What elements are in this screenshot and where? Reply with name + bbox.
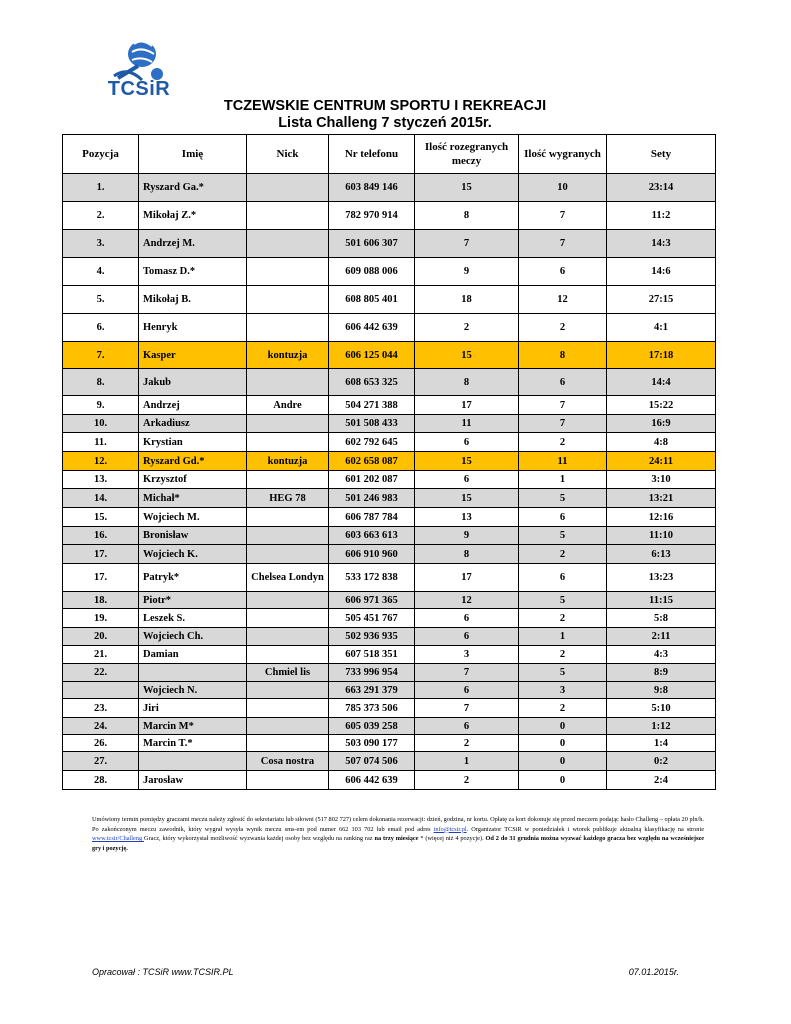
- cell-pos: 3.: [63, 230, 139, 258]
- col-header-position: Pozycja: [63, 135, 139, 174]
- cell-nick: [247, 718, 329, 735]
- cell-nick: [247, 258, 329, 286]
- cell-pos: 2.: [63, 202, 139, 230]
- cell-nick: [247, 230, 329, 258]
- cell-pos: 9.: [63, 396, 139, 415]
- cell-name: Piotr*: [139, 592, 247, 609]
- cell-phone: 608 805 401: [329, 286, 415, 314]
- cell-won: 2: [519, 699, 607, 718]
- cell-name: Marcin M*: [139, 718, 247, 735]
- table-row: [63, 369, 716, 396]
- cell-nick: [247, 369, 329, 396]
- cell-name: Bronisław: [139, 527, 247, 545]
- cell-pos: 12.: [63, 452, 139, 471]
- cell-nick: Andre: [247, 396, 329, 415]
- cell-won: 2: [519, 433, 607, 452]
- cell-name: Krystian: [139, 433, 247, 452]
- cell-won: 2: [519, 646, 607, 664]
- cell-name: Kasper: [139, 342, 247, 369]
- ranking-table: [62, 134, 716, 790]
- cell-nick: [247, 202, 329, 230]
- table-row: [63, 735, 716, 752]
- cell-played: 1: [415, 752, 519, 771]
- cell-played: 9: [415, 258, 519, 286]
- cell-nick: [247, 314, 329, 342]
- cell-phone: 609 088 006: [329, 258, 415, 286]
- cell-won: 0: [519, 771, 607, 790]
- cell-phone: 533 172 838: [329, 564, 415, 592]
- table-row: [63, 564, 716, 592]
- table-row: [63, 258, 716, 286]
- footer-author: Opracował : TCSiR www.TCSIR.PL: [92, 967, 234, 977]
- cell-played: 2: [415, 735, 519, 752]
- cell-pos: 17.: [63, 564, 139, 592]
- cell-won: 6: [519, 369, 607, 396]
- cell-nick: [247, 508, 329, 527]
- cell-played: 8: [415, 202, 519, 230]
- cell-name: Wojciech K.: [139, 545, 247, 564]
- table-row: [63, 286, 716, 314]
- cell-pos: 24.: [63, 718, 139, 735]
- table-row: [63, 682, 716, 699]
- cell-won: 7: [519, 202, 607, 230]
- cell-sets: 24:11: [607, 452, 716, 471]
- cell-name: Jakub: [139, 369, 247, 396]
- table-row: [63, 508, 716, 527]
- cell-phone: 603 663 613: [329, 527, 415, 545]
- cell-sets: 11:2: [607, 202, 716, 230]
- cell-name: Damian: [139, 646, 247, 664]
- cell-won: 12: [519, 286, 607, 314]
- cell-nick: [247, 545, 329, 564]
- cell-played: 7: [415, 664, 519, 682]
- cell-won: 5: [519, 489, 607, 508]
- cell-sets: 0:2: [607, 752, 716, 771]
- cell-pos: 17.: [63, 545, 139, 564]
- cell-played: 6: [415, 718, 519, 735]
- cell-played: 6: [415, 433, 519, 452]
- cell-nick: [247, 527, 329, 545]
- cell-name: Andrzej: [139, 396, 247, 415]
- cell-sets: 15:22: [607, 396, 716, 415]
- cell-won: 0: [519, 718, 607, 735]
- cell-won: 0: [519, 752, 607, 771]
- note-text-3: Gracz, który wykorzystał możliwość wyzwania każdej osoby bez względu na ranking raz: [144, 835, 375, 843]
- cell-name: Jarosław: [139, 771, 247, 790]
- cell-pos: 11.: [63, 433, 139, 452]
- table-row: [63, 609, 716, 628]
- cell-phone: 503 090 177: [329, 735, 415, 752]
- table-row: [63, 489, 716, 508]
- table-row: [63, 230, 716, 258]
- cell-phone: 606 971 365: [329, 592, 415, 609]
- cell-name: Ryszard Gd.*: [139, 452, 247, 471]
- cell-sets: 13:21: [607, 489, 716, 508]
- cell-name: Wojciech Ch.: [139, 628, 247, 646]
- table-row: [63, 452, 716, 471]
- cell-won: 5: [519, 592, 607, 609]
- cell-won: 6: [519, 508, 607, 527]
- cell-name: Wojciech N.: [139, 682, 247, 699]
- cell-nick: [247, 646, 329, 664]
- cell-sets: 2:11: [607, 628, 716, 646]
- cell-nick: Cosa nostra: [247, 752, 329, 771]
- cell-nick: [247, 415, 329, 433]
- cell-phone: 605 039 258: [329, 718, 415, 735]
- cell-sets: 12:16: [607, 508, 716, 527]
- table-row: [63, 415, 716, 433]
- cell-phone: 608 653 325: [329, 369, 415, 396]
- cell-sets: 2:4: [607, 771, 716, 790]
- cell-played: 2: [415, 314, 519, 342]
- cell-phone: 504 271 388: [329, 396, 415, 415]
- cell-nick: [247, 609, 329, 628]
- cell-name: Jiri: [139, 699, 247, 718]
- cell-sets: 6:13: [607, 545, 716, 564]
- cell-phone: 606 787 784: [329, 508, 415, 527]
- cell-phone: 501 508 433: [329, 415, 415, 433]
- cell-phone: 601 202 087: [329, 471, 415, 489]
- cell-pos: 28.: [63, 771, 139, 790]
- cell-played: 13: [415, 508, 519, 527]
- cell-sets: 1:12: [607, 718, 716, 735]
- col-header-name: Imię: [139, 135, 247, 174]
- cell-won: 5: [519, 664, 607, 682]
- cell-pos: 10.: [63, 415, 139, 433]
- note-text-4: * (więcej niż 4 pozycje).: [418, 835, 486, 843]
- cell-nick: kontuzja: [247, 452, 329, 471]
- logo-text: TCSiR: [107, 78, 171, 100]
- cell-name: Wojciech M.: [139, 508, 247, 527]
- col-header-played: Ilość rozegranych meczy: [415, 135, 519, 174]
- cell-won: 1: [519, 471, 607, 489]
- table-row: [63, 718, 716, 735]
- cell-phone: 785 373 506: [329, 699, 415, 718]
- cell-played: 8: [415, 545, 519, 564]
- cell-phone: 505 451 767: [329, 609, 415, 628]
- cell-pos: 7.: [63, 342, 139, 369]
- cell-nick: [247, 174, 329, 202]
- cell-name: Tomasz D.*: [139, 258, 247, 286]
- cell-pos: 8.: [63, 369, 139, 396]
- cell-sets: 3:10: [607, 471, 716, 489]
- table-row: [63, 545, 716, 564]
- note-text-2: . Organizator TCSiR w poniedziałek i wtorek publikuje aktualną klasyfikację na stronie: [466, 825, 704, 833]
- table-row: [63, 527, 716, 545]
- cell-name: Patryk*: [139, 564, 247, 592]
- cell-name: Ryszard Ga.*: [139, 174, 247, 202]
- note-bold-2: Od 2 do 31 grudnia można wyzwać każdego gracza bez względu na wcześniejsze gry i pozycję.: [92, 835, 704, 852]
- table-row: [63, 202, 716, 230]
- cell-pos: 5.: [63, 286, 139, 314]
- page-title: TCZEWSKIE CENTRUM SPORTU I REKREACJI: [223, 98, 547, 114]
- table-row: [63, 771, 716, 790]
- cell-name: Andrzej M.: [139, 230, 247, 258]
- cell-phone: 607 518 351: [329, 646, 415, 664]
- cell-pos: 27.: [63, 752, 139, 771]
- cell-nick: [247, 433, 329, 452]
- cell-played: 15: [415, 489, 519, 508]
- rules-note: [92, 815, 704, 853]
- cell-nick: [247, 699, 329, 718]
- page-subtitle: Lista Challeng 7 styczeń 2015r.: [278, 115, 492, 131]
- cell-name: Arkadiusz: [139, 415, 247, 433]
- cell-pos: 4.: [63, 258, 139, 286]
- table-row: [63, 314, 716, 342]
- cell-name: Leszek S.: [139, 609, 247, 628]
- cell-won: 11: [519, 452, 607, 471]
- cell-name: Mikołaj Z.*: [139, 202, 247, 230]
- cell-sets: 4:1: [607, 314, 716, 342]
- table-row: [63, 174, 716, 202]
- cell-phone: 782 970 914: [329, 202, 415, 230]
- cell-played: 15: [415, 452, 519, 471]
- cell-played: 7: [415, 699, 519, 718]
- table-header-row: [63, 135, 716, 174]
- table-row: [63, 396, 716, 415]
- cell-name: Mikołaj B.: [139, 286, 247, 314]
- cell-phone: 733 996 954: [329, 664, 415, 682]
- cell-played: 9: [415, 527, 519, 545]
- col-header-won: Ilość wygranych: [519, 135, 607, 174]
- cell-won: 6: [519, 564, 607, 592]
- col-header-nick: Nick: [247, 135, 329, 174]
- challeng-link[interactable]: www.tcsir/Challeng: [92, 835, 145, 843]
- cell-nick: HEG 78: [247, 489, 329, 508]
- table-row: [63, 433, 716, 452]
- cell-played: 15: [415, 342, 519, 369]
- table-row: [63, 646, 716, 664]
- cell-played: 2: [415, 771, 519, 790]
- footer-date: 07.01.2015r.: [628, 967, 679, 977]
- cell-won: 2: [519, 609, 607, 628]
- cell-sets: 5:10: [607, 699, 716, 718]
- cell-pos: 18.: [63, 592, 139, 609]
- cell-pos: [63, 682, 139, 699]
- cell-phone: 606 442 639: [329, 771, 415, 790]
- cell-pos: 16.: [63, 527, 139, 545]
- cell-won: 7: [519, 396, 607, 415]
- cell-won: 1: [519, 628, 607, 646]
- cell-phone: 606 442 639: [329, 314, 415, 342]
- cell-nick: [247, 628, 329, 646]
- cell-pos: 13.: [63, 471, 139, 489]
- cell-played: 6: [415, 609, 519, 628]
- cell-phone: 602 792 645: [329, 433, 415, 452]
- cell-pos: 22.: [63, 664, 139, 682]
- table-row: [63, 471, 716, 489]
- cell-won: 2: [519, 314, 607, 342]
- cell-name: Krzysztof: [139, 471, 247, 489]
- cell-sets: 4:8: [607, 433, 716, 452]
- cell-sets: 17:18: [607, 342, 716, 369]
- cell-won: 3: [519, 682, 607, 699]
- cell-won: 6: [519, 258, 607, 286]
- cell-name: Marcin T.*: [139, 735, 247, 752]
- cell-played: 6: [415, 628, 519, 646]
- cell-sets: 9:8: [607, 682, 716, 699]
- cell-nick: [247, 682, 329, 699]
- cell-played: 8: [415, 369, 519, 396]
- table-row: [63, 628, 716, 646]
- cell-pos: 14.: [63, 489, 139, 508]
- cell-phone: 507 074 506: [329, 752, 415, 771]
- cell-nick: Chelsea Londyn: [247, 564, 329, 592]
- cell-played: 12: [415, 592, 519, 609]
- cell-pos: 21.: [63, 646, 139, 664]
- cell-won: 7: [519, 230, 607, 258]
- cell-pos: 19.: [63, 609, 139, 628]
- table-row: [63, 699, 716, 718]
- cell-played: 7: [415, 230, 519, 258]
- cell-phone: 501 246 983: [329, 489, 415, 508]
- table-row: [63, 342, 716, 369]
- email-link[interactable]: info@tcsir.pl: [433, 825, 467, 833]
- cell-sets: 5:8: [607, 609, 716, 628]
- table-row: [63, 664, 716, 682]
- cell-won: 8: [519, 342, 607, 369]
- cell-sets: 14:4: [607, 369, 716, 396]
- cell-name: Henryk: [139, 314, 247, 342]
- cell-sets: 16:9: [607, 415, 716, 433]
- cell-played: 17: [415, 396, 519, 415]
- note-text-1: Umówiony termin pomiędzy graczami meczu należy zgłosić do sekretariatu lub siłowni (517 802 727) celem dokonania rezerwacji: dzień, godzina, nr kortu. Opłatę za kort dokonuje się przed meczem podając hasło Challeng – opłata 20 pln/h. Po zakończonym meczu zawodnik, który wygrał wysyła wynik meczu sms-em pod numer 662 103 702 lub email pod adres: [92, 816, 704, 833]
- cell-played: 17: [415, 564, 519, 592]
- cell-played: 15: [415, 174, 519, 202]
- cell-won: 0: [519, 735, 607, 752]
- cell-played: 6: [415, 682, 519, 699]
- cell-phone: 502 936 935: [329, 628, 415, 646]
- note-bold-1: na trzy miesiące: [374, 835, 419, 843]
- cell-phone: 603 849 146: [329, 174, 415, 202]
- cell-played: 3: [415, 646, 519, 664]
- cell-played: 11: [415, 415, 519, 433]
- cell-phone: 501 606 307: [329, 230, 415, 258]
- cell-won: 5: [519, 527, 607, 545]
- cell-sets: 11:15: [607, 592, 716, 609]
- cell-won: 10: [519, 174, 607, 202]
- cell-nick: Chmiel lis: [247, 664, 329, 682]
- cell-sets: 14:6: [607, 258, 716, 286]
- cell-nick: kontuzja: [247, 342, 329, 369]
- cell-name: Michał*: [139, 489, 247, 508]
- cell-sets: 4:3: [607, 646, 716, 664]
- cell-nick: [247, 286, 329, 314]
- cell-pos: 20.: [63, 628, 139, 646]
- cell-sets: 14:3: [607, 230, 716, 258]
- cell-sets: 23:14: [607, 174, 716, 202]
- cell-sets: 8:9: [607, 664, 716, 682]
- cell-pos: 26.: [63, 735, 139, 752]
- cell-won: 2: [519, 545, 607, 564]
- cell-name: [139, 664, 247, 682]
- col-header-phone: Nr telefonu: [329, 135, 415, 174]
- cell-nick: [247, 471, 329, 489]
- col-header-sets: Sety: [607, 135, 716, 174]
- table-row: [63, 752, 716, 771]
- cell-pos: 23.: [63, 699, 139, 718]
- cell-nick: [247, 771, 329, 790]
- cell-played: 6: [415, 471, 519, 489]
- cell-phone: 602 658 087: [329, 452, 415, 471]
- cell-sets: 11:10: [607, 527, 716, 545]
- cell-name: [139, 752, 247, 771]
- cell-nick: [247, 735, 329, 752]
- cell-pos: 1.: [63, 174, 139, 202]
- cell-phone: 606 125 044: [329, 342, 415, 369]
- cell-sets: 13:23: [607, 564, 716, 592]
- cell-sets: 27:15: [607, 286, 716, 314]
- table-row: [63, 592, 716, 609]
- cell-phone: 663 291 379: [329, 682, 415, 699]
- cell-won: 7: [519, 415, 607, 433]
- cell-pos: 6.: [63, 314, 139, 342]
- cell-nick: [247, 592, 329, 609]
- cell-sets: 1:4: [607, 735, 716, 752]
- cell-played: 18: [415, 286, 519, 314]
- cell-phone: 606 910 960: [329, 545, 415, 564]
- cell-pos: 15.: [63, 508, 139, 527]
